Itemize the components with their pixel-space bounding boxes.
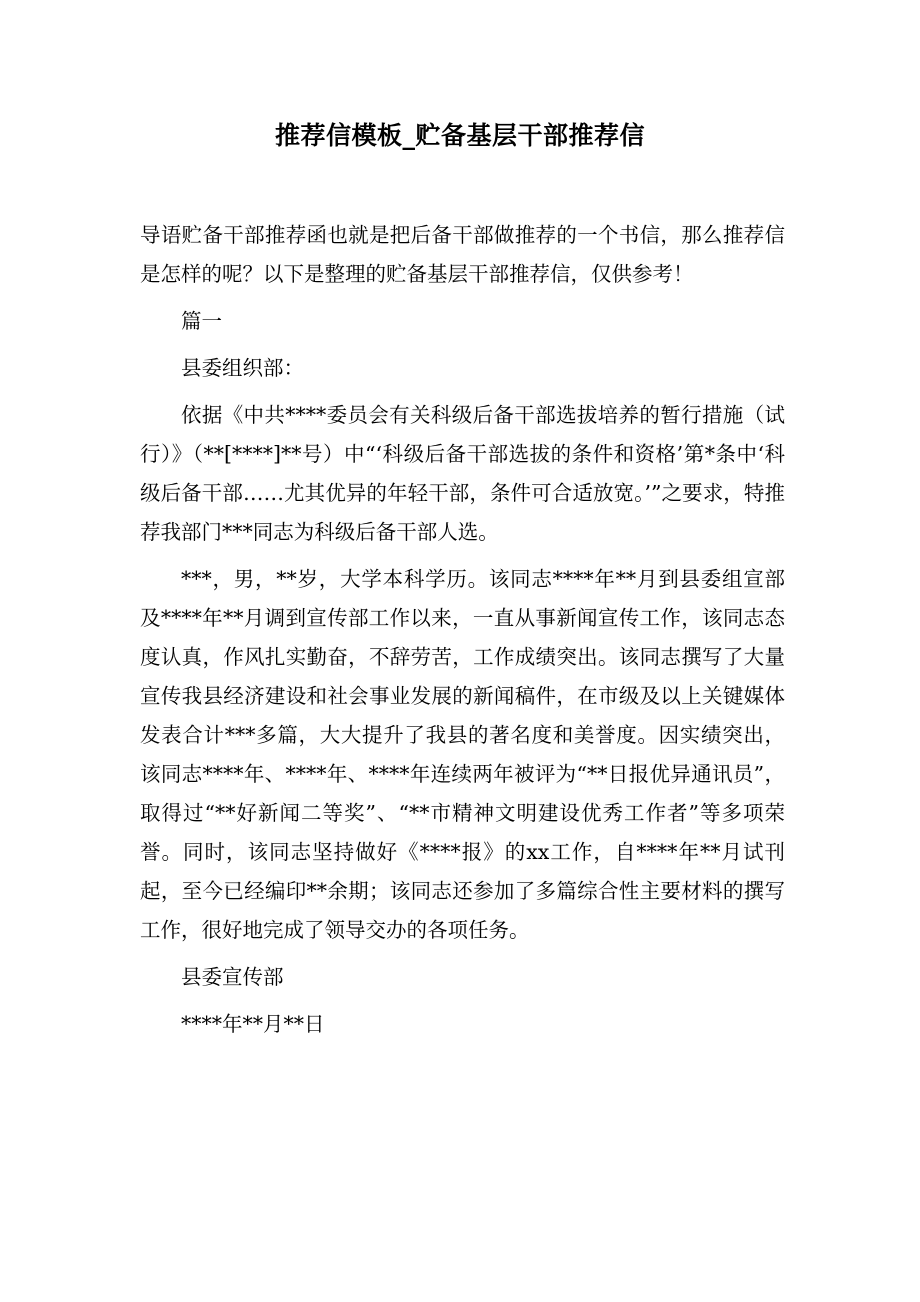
salutation: 县委组织部： xyxy=(181,356,304,380)
document-body xyxy=(140,216,785,1052)
signature-date: ****年**月**日 xyxy=(181,1012,325,1036)
intro-paragraph: 导语贮备干部推荐函也就是把后备干部做推荐的一个书信，那么推荐信是怎样的呢？以下是整理的贮备基层干部推荐信，仅供参考！ xyxy=(140,223,785,286)
section-heading: 篇一 xyxy=(181,309,222,333)
body-paragraph: 依据《中共****委员会有关科级后备干部选拔培养的暂行措施（试行）》（**[****]**号）中“‘科级后备干部选拔的条件和资格’第*条中‘科级后备干部……尤其优异的年轻干部，条件可合适放宽。’”之要求，特推荐我部门***同志为科级后备干部人选。 xyxy=(140,403,785,544)
signature-department: 县委宣传部 xyxy=(181,965,284,989)
document-title: 推荐信模板_贮备基层干部推荐信 xyxy=(274,121,645,150)
body-paragraph: ***，男，**岁，大学本科学历。该同志****年**月到县委组宣部及****年**月调到宣传部工作以来，一直从事新闻宣传工作，该同志态度认真，作风扎实勤奋，不辞劳苦，工作成绩突出。该同志撰写了大量宣传我县经济建设和社会事业发展的新闻稿件，在市级及以上关键媒体发表合计***多篇，大大提升了我县的著名度和美誉度。因实绩突出，该同志****年、****年、****年连续两年被评为“**日报优异通讯员”，取得过“**好新闻二等奖”、“**市精神文明建设优秀工作者”等多项荣誉。同时，该同志坚持做好《****报》的xx工作，自****年**月试刊起，至今已经编印**余期；该同志还参加了多篇综合性主要材料的撰写工作，很好地完成了领导交办的各项任务。 xyxy=(140,567,785,942)
